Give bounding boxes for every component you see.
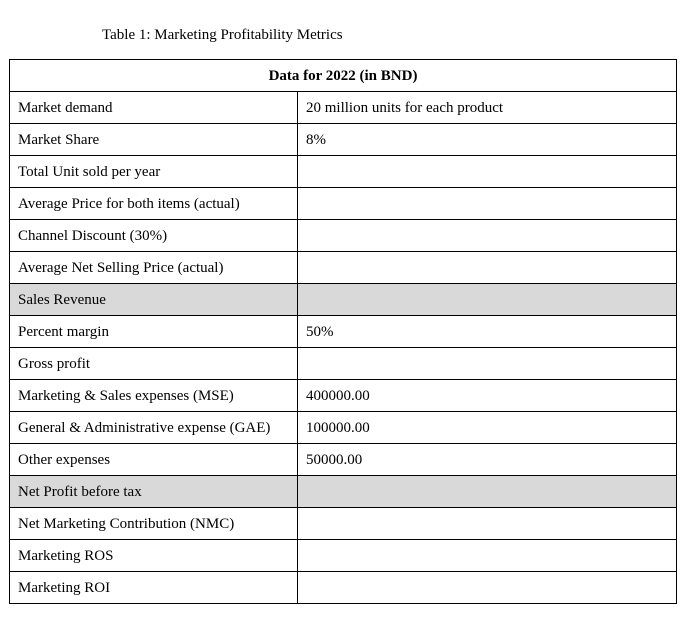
row-label: Other expenses — [10, 444, 298, 476]
table-row-nmc — [10, 508, 677, 540]
row-label: Market Share — [10, 124, 298, 156]
row-value — [298, 220, 677, 252]
row-label: Market demand — [10, 92, 298, 124]
row-value: 400000.00 — [298, 380, 677, 412]
table-row-average-price — [10, 188, 677, 220]
table-header: Data for 2022 (in BND) — [10, 60, 677, 92]
row-value: 50000.00 — [298, 444, 677, 476]
row-value — [298, 348, 677, 380]
table-row-gross-profit — [10, 348, 677, 380]
table-row-sales-revenue — [10, 284, 677, 316]
row-value — [298, 540, 677, 572]
row-value — [298, 156, 677, 188]
table-row-market-share — [10, 124, 677, 156]
row-value — [298, 476, 677, 508]
table-row-other-expenses — [10, 444, 677, 476]
row-label: Marketing ROI — [10, 572, 298, 604]
row-label: Net Marketing Contribution (NMC) — [10, 508, 298, 540]
row-label: Marketing ROS — [10, 540, 298, 572]
row-value: 100000.00 — [298, 412, 677, 444]
table-header-row — [10, 60, 677, 92]
row-label: Channel Discount (30%) — [10, 220, 298, 252]
table-row-channel-discount — [10, 220, 677, 252]
profitability-table — [9, 59, 677, 604]
row-label: Average Net Selling Price (actual) — [10, 252, 298, 284]
table-row-mse — [10, 380, 677, 412]
row-value: 50% — [298, 316, 677, 348]
row-label: Average Price for both items (actual) — [10, 188, 298, 220]
table-row-total-unit-sold — [10, 156, 677, 188]
table-caption: Table 1: Marketing Profitability Metrics — [102, 27, 343, 43]
table-row-gae — [10, 412, 677, 444]
row-label: Marketing & Sales expenses (MSE) — [10, 380, 298, 412]
row-value — [298, 188, 677, 220]
row-value — [298, 572, 677, 604]
row-value: 20 million units for each product — [298, 92, 677, 124]
table-row-marketing-ros — [10, 540, 677, 572]
row-label: General & Administrative expense (GAE) — [10, 412, 298, 444]
table-row-marketing-roi — [10, 572, 677, 604]
table-row-average-net-selling-price — [10, 252, 677, 284]
row-value — [298, 252, 677, 284]
row-value — [298, 284, 677, 316]
row-label: Sales Revenue — [10, 284, 298, 316]
row-label: Net Profit before tax — [10, 476, 298, 508]
table-row-market-demand — [10, 92, 677, 124]
row-value: 8% — [298, 124, 677, 156]
table-row-net-profit — [10, 476, 677, 508]
table-row-percent-margin — [10, 316, 677, 348]
row-label: Gross profit — [10, 348, 298, 380]
row-label: Percent margin — [10, 316, 298, 348]
row-value — [298, 508, 677, 540]
row-label: Total Unit sold per year — [10, 156, 298, 188]
